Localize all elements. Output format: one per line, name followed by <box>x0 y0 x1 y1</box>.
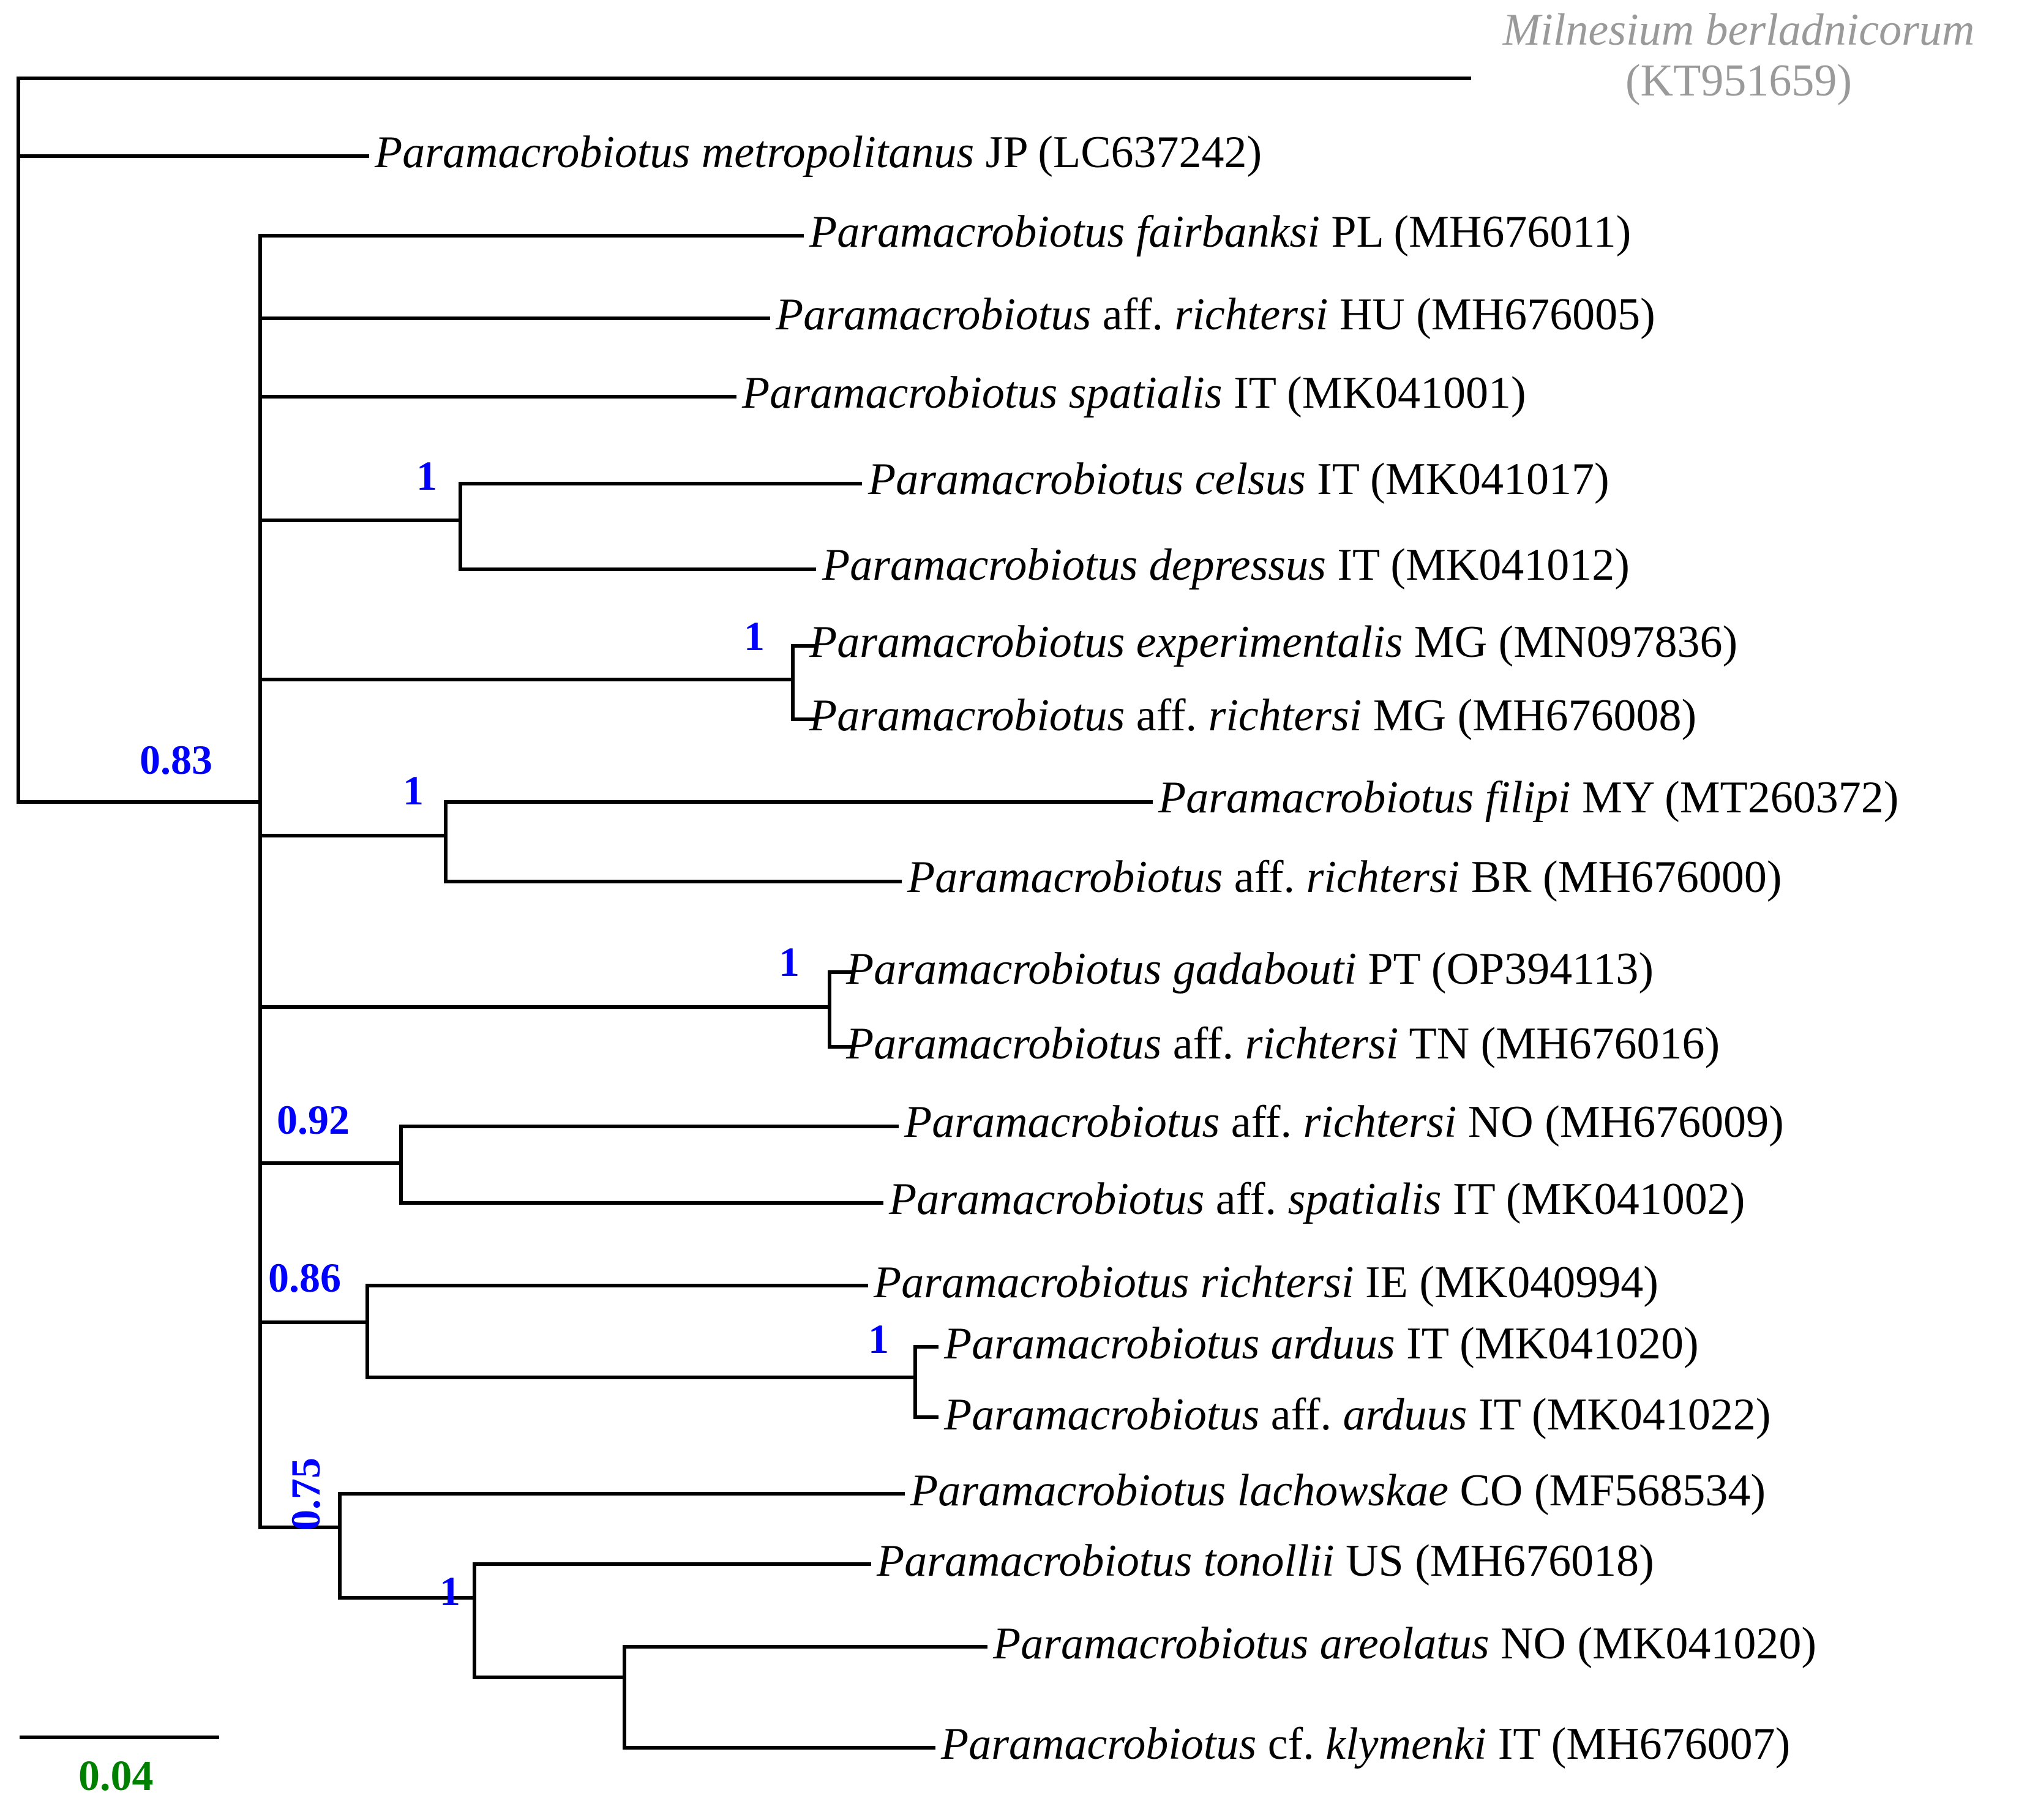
taxon-accession: (MH676005) <box>1416 290 1655 340</box>
taxon-epithet: richtersi <box>1306 852 1460 902</box>
taxon-genus: Paramacrobiotus <box>809 617 1125 667</box>
taxon-epithet: spatialis <box>1287 1174 1442 1224</box>
taxon-qualifier: aff. <box>1215 1174 1277 1224</box>
taxon-genus: Paramacrobiotus <box>993 1619 1309 1669</box>
taxon-label-depressus <box>822 542 1630 588</box>
taxon-genus: Paramacrobiotus <box>877 1536 1193 1586</box>
taxon-accession: (MK041001) <box>1287 368 1526 418</box>
taxon-genus: Paramacrobiotus <box>889 1174 1205 1224</box>
taxon-epithet: filipi <box>1485 773 1571 823</box>
taxon-country: PT <box>1368 944 1420 994</box>
taxon-label-celsus <box>868 454 1609 504</box>
taxon-country: IE <box>1365 1257 1408 1308</box>
outgroup-label <box>1454 5 2023 107</box>
taxon-accession: (OP394113) <box>1431 944 1654 994</box>
taxon-country: MG <box>1414 617 1488 667</box>
taxon-genus: Paramacrobiotus <box>809 207 1125 257</box>
taxon-genus: Paramacrobiotus <box>944 1390 1260 1440</box>
taxon-accession: (MH676000) <box>1543 852 1782 902</box>
taxon-epithet: klymenki <box>1325 1719 1487 1769</box>
taxon-qualifier: aff. <box>1136 691 1197 741</box>
support-gadabouti-richtersi-tn: 1 <box>779 938 800 985</box>
taxon-genus: Paramacrobiotus <box>941 1719 1257 1769</box>
outgroup-name: Milnesium berladnicorum <box>1502 5 1975 55</box>
outgroup-accession: (KT951659) <box>1625 55 1852 106</box>
taxon-country: IT <box>1406 1319 1448 1369</box>
scale-bar-label: 0.04 <box>78 1753 154 1800</box>
taxon-epithet: richtersi <box>1245 1019 1399 1069</box>
taxon-label-lachowskae <box>910 1466 1766 1516</box>
taxon-label-spatialis-it <box>742 370 1526 416</box>
taxon-genus: Paramacrobiotus <box>1158 773 1474 823</box>
taxon-genus: Paramacrobiotus <box>846 1019 1162 1069</box>
taxon-genus: Paramacrobiotus <box>822 540 1138 590</box>
taxon-epithet: arduus <box>1270 1319 1395 1369</box>
taxon-country: IT <box>1337 540 1379 590</box>
taxon-country: US <box>1346 1536 1404 1586</box>
taxon-country: CO <box>1459 1466 1523 1516</box>
taxon-country: HU <box>1339 290 1405 340</box>
taxon-country: IT <box>1478 1390 1521 1440</box>
taxon-accession: (MH676011) <box>1393 207 1632 257</box>
taxon-epithet: depressus <box>1148 540 1326 590</box>
taxon-qualifier: aff. <box>1231 1097 1292 1147</box>
taxon-label-aff-richtersi-tn <box>846 1019 1720 1069</box>
taxon-qualifier: aff. <box>1172 1019 1234 1069</box>
taxon-accession: (MN097836) <box>1498 617 1738 667</box>
taxon-label-aff-richtersi-no <box>904 1099 1784 1145</box>
taxon-accession: (MK041012) <box>1390 540 1630 590</box>
taxon-genus: Paramacrobiotus <box>375 127 691 178</box>
taxon-genus: Paramacrobiotus <box>846 944 1162 994</box>
taxon-label-aff-spatialis-it <box>889 1174 1745 1224</box>
taxon-accession: (MK040994) <box>1419 1257 1658 1308</box>
taxon-qualifier: aff. <box>1234 852 1295 902</box>
taxon-country: NO <box>1467 1097 1534 1147</box>
taxon-epithet: richtersi <box>1303 1097 1457 1147</box>
taxon-country: IT <box>1452 1174 1495 1224</box>
taxon-epithet: tonollii <box>1203 1536 1335 1586</box>
taxon-accession: (MK041017) <box>1370 454 1609 504</box>
taxon-country: NO <box>1501 1619 1566 1669</box>
taxon-epithet: gadabouti <box>1172 944 1357 994</box>
taxon-genus: Paramacrobiotus <box>809 691 1125 741</box>
support-arduus-aff-arduus: 1 <box>868 1316 889 1362</box>
taxon-country: TN <box>1409 1019 1470 1069</box>
support-richtersi-ie-arduus-clade: 0.86 <box>268 1254 341 1301</box>
taxon-epithet: richtersi <box>1200 1257 1354 1308</box>
taxon-epithet: fairbanksi <box>1136 207 1320 257</box>
taxon-genus: Paramacrobiotus <box>904 1097 1220 1147</box>
taxon-qualifier: cf. <box>1267 1719 1314 1769</box>
taxon-accession: (MH676016) <box>1480 1019 1720 1069</box>
taxon-country: IT <box>1317 454 1359 504</box>
taxon-accession: (MT260372) <box>1665 773 1899 823</box>
taxon-accession: (MH676009) <box>1545 1097 1784 1147</box>
taxon-genus: Paramacrobiotus <box>944 1319 1260 1369</box>
taxon-accession: (MH676007) <box>1551 1719 1791 1769</box>
taxon-label-richtersi-ie <box>874 1257 1658 1308</box>
taxon-country: PL <box>1331 207 1383 257</box>
taxon-qualifier: aff. <box>1270 1390 1332 1440</box>
taxon-label-experimentalis <box>809 617 1738 667</box>
taxon-country: BR <box>1471 852 1532 902</box>
support-filipi-richtersi-br: 1 <box>403 767 424 814</box>
taxon-accession: (MH676008) <box>1457 691 1697 741</box>
taxon-label-arduus <box>944 1319 1699 1369</box>
taxon-accession: (MK041020) <box>1459 1319 1699 1369</box>
taxon-epithet: richtersi <box>1174 290 1328 340</box>
taxon-country: JP <box>985 127 1027 178</box>
support-tonollii-areolatus-klymenki: 1 <box>440 1568 460 1614</box>
taxon-country: IT <box>1234 368 1276 418</box>
taxon-epithet: areolatus <box>1319 1619 1489 1669</box>
taxon-label-aff-richtersi-hu <box>776 290 1655 340</box>
taxon-accession: (MK041022) <box>1531 1390 1771 1440</box>
taxon-label-fairbanksi <box>809 209 1631 255</box>
taxon-label-gadabouti <box>846 946 1654 992</box>
taxon-label-aff-richtersi-br <box>907 852 1782 902</box>
support-paramacrobiotus-crown: 0.83 <box>140 736 212 783</box>
support-celsus-depressus: 1 <box>416 452 437 499</box>
taxon-genus: Paramacrobiotus <box>874 1257 1190 1308</box>
taxon-label-areolatus <box>993 1619 1817 1669</box>
taxon-country: MG <box>1373 691 1447 741</box>
taxon-genus: Paramacrobiotus <box>776 290 1092 340</box>
taxon-epithet: celsus <box>1194 454 1306 504</box>
taxon-country: IT <box>1497 1719 1540 1769</box>
taxon-epithet: arduus <box>1343 1390 1467 1440</box>
taxon-label-filipi <box>1158 773 1899 823</box>
taxon-accession: (LC637242) <box>1038 127 1262 178</box>
taxon-epithet: metropolitanus <box>701 127 975 178</box>
taxon-epithet: experimentalis <box>1136 617 1403 667</box>
taxon-epithet: lachowskae <box>1237 1466 1449 1516</box>
taxon-accession: (MH676018) <box>1415 1536 1654 1586</box>
taxon-genus: Paramacrobiotus <box>907 852 1223 902</box>
taxon-accession: (MK041002) <box>1505 1174 1745 1224</box>
taxon-epithet: richtersi <box>1208 691 1362 741</box>
taxon-qualifier: aff. <box>1102 290 1164 340</box>
taxon-accession: (MF568534) <box>1534 1466 1766 1516</box>
taxon-label-aff-arduus <box>944 1390 1771 1440</box>
taxon-accession: (MK041020) <box>1577 1619 1817 1669</box>
taxon-label-metropolitanus <box>375 127 1262 178</box>
taxon-genus: Paramacrobiotus <box>868 454 1184 504</box>
taxon-label-tonollii <box>877 1538 1654 1584</box>
taxon-country: MY <box>1582 773 1654 823</box>
taxon-epithet: spatialis <box>1068 368 1223 418</box>
taxon-label-aff-richtersi-mg <box>809 691 1697 741</box>
support-experimentalis-richtersi-mg: 1 <box>744 613 765 659</box>
support-richtersi-no-spatialis-it: 0.92 <box>277 1096 350 1143</box>
taxon-genus: Paramacrobiotus <box>742 368 1058 418</box>
taxon-genus: Paramacrobiotus <box>910 1466 1226 1516</box>
taxon-label-cf-klymenki <box>941 1721 1790 1767</box>
support-lachowskae-clade: 0.75 <box>282 1458 329 1530</box>
